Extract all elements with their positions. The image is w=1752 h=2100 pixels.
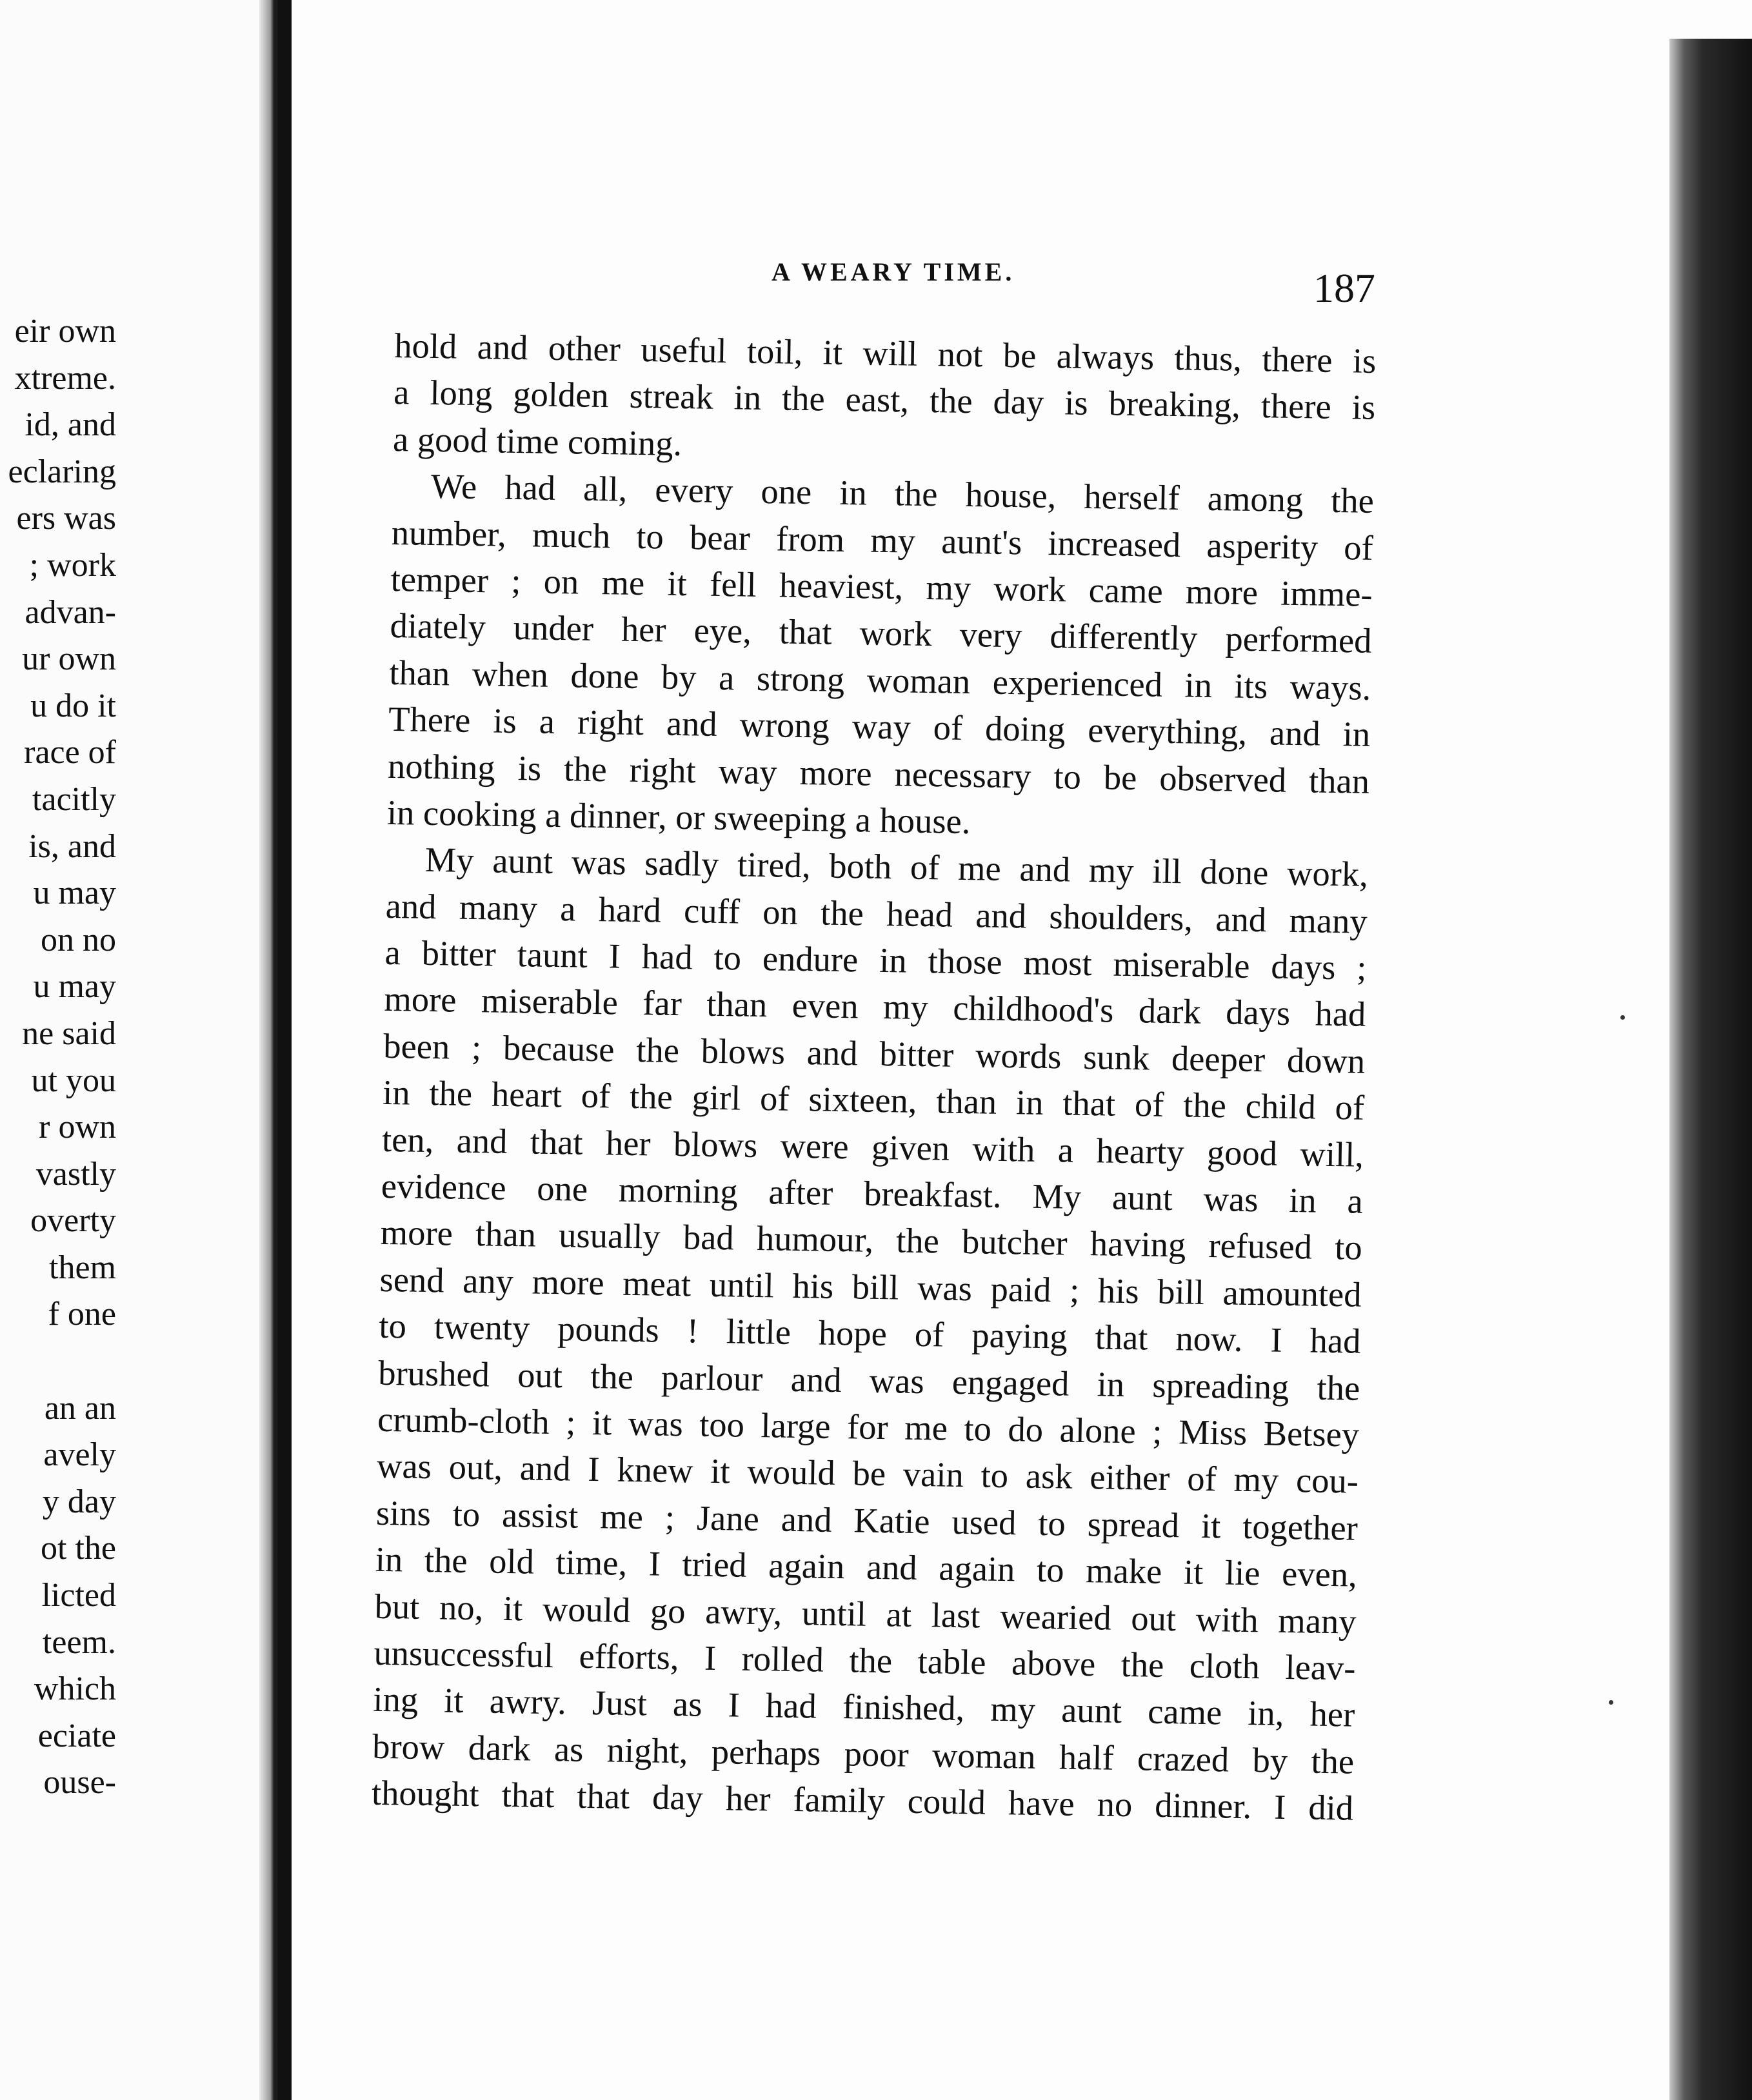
facing-page-line: advan- [25,593,116,631]
body-line: There is a right and wrong way of doing everything, and in [388,699,1371,754]
body-text [372,322,1377,1832]
body-line: ten, and that her blows were given with a hearty good will, [381,1119,1364,1174]
facing-page-text [0,308,116,1807]
body-line: number, much to bear from my aunt's increased asperity of [391,512,1374,568]
facing-page-line: avely [43,1436,116,1474]
gutter-shadow [277,0,292,2100]
facing-page-line: eclaring [8,453,116,490]
facing-page-line: ouse- [43,1764,116,1801]
body-line: in the heart of the girl of sixteen, than in that of the child of [382,1073,1365,1128]
facing-page-gap [0,1338,116,1385]
body-line: We had all, every one in the house, herself among the [430,466,1375,521]
facing-page-line: ne said [22,1015,116,1052]
facing-page-line: an an [44,1389,116,1427]
facing-page-line: race of [24,734,116,771]
scan-speck [1609,1700,1613,1705]
scan-speck [1620,1015,1625,1020]
body-line: My aunt was sadly tired, both of me and my ill done work, [424,840,1369,895]
body-line: brushed out the parlour and was engaged in spreading the [377,1352,1360,1408]
body-line: a long golden streak in the east, the day is breaking, there is [393,372,1376,428]
facing-page-line: on no [41,921,116,958]
page-edge-shadow [1669,39,1752,2100]
body-line: to twenty pounds ! little hope of paying that now. I had [379,1306,1361,1361]
running-head: A WEARY TIME. [771,257,1015,286]
facing-page-line: ers was [16,500,116,537]
body-line: more than usually bad humour, the butcher having refused to [380,1213,1363,1268]
facing-page-line: overty [30,1202,116,1240]
body-line: in the old time, I tried again and again to make it lie even, [375,1539,1358,1594]
body-line: thought that that day her family could have no dinner. I did [371,1772,1354,1828]
facing-page-line: eir own [14,313,116,350]
body-line: brow dark as night, perhaps poor woman half crazed by the [372,1726,1355,1781]
body-line: a good time coming. [392,419,682,463]
facing-page-line: y day [42,1483,116,1520]
facing-page-line: f one [48,1296,116,1333]
facing-page-line: id, and [25,406,116,444]
body-line: nothing is the right way more necessary to be observed than [387,746,1370,801]
facing-page-line: ut you [31,1062,116,1099]
facing-page-line: ur own [22,640,116,678]
facing-page-line: them [49,1249,116,1286]
facing-page-line: which [34,1670,116,1708]
body-line: and many a hard cuff on the head and shoulders, and many [385,886,1368,941]
body-line: sins to assist me ; Jane and Katie used to spread it together [375,1492,1359,1548]
facing-page-line: u may [33,968,116,1005]
body-line: was out, and I knew it would be vain to ask either of my cou- [376,1446,1359,1501]
body-line: evidence one morning after breakfast. My aunt was in a [381,1165,1364,1221]
body-line: a bitter taunt I had to endure in those most miserable days ; [384,932,1367,987]
body-line: more miserable far than even my childhood's dark days had [384,979,1366,1035]
page-number: 187 [1313,265,1375,311]
body-line: been ; because the blows and bitter words sunk deeper down [383,1025,1366,1081]
body-line: crumb-cloth ; it was too large for me to do alone ; Miss Betsey [377,1399,1360,1454]
body-line: ing it awry. Just as I had finished, my aunt came in, her [372,1679,1355,1734]
body-line: hold and other useful toil, it will not be always thus, there is [393,325,1377,381]
facing-page-line: xtreme. [14,359,116,397]
facing-page-line: ; work [29,546,116,584]
facing-page-line: eciate [37,1717,116,1754]
body-line: diately under her eye, that work very differently performed [390,606,1372,661]
facing-page-left [0,0,259,2100]
body-line: than when done by a strong woman experienced in its ways. [389,652,1371,708]
facing-page-line: u may [33,875,116,912]
facing-page-line: vastly [35,1155,116,1193]
facing-page-line: tacitly [32,780,116,818]
facing-page-line: teem. [42,1623,116,1661]
page-edge-top [1669,0,1752,39]
facing-page-line: is, and [28,827,116,865]
body-line: send any more meat until his bill was paid ; his bill amounted [379,1259,1362,1314]
facing-page-line: ot the [41,1530,116,1567]
body-line: but no, it would go awry, until at last wearied out with many [374,1586,1357,1641]
body-line: unsuccessful efforts, I rolled the table above the cloth leav- [373,1632,1356,1688]
body-line: in cooking a dinner, or sweeping a house. [386,792,971,842]
facing-page-line: r own [39,1109,116,1146]
facing-page-line: licted [41,1577,116,1614]
facing-page-line: u do it [30,687,116,724]
body-line: temper ; on me it fell heaviest, my work came more imme- [390,559,1373,614]
